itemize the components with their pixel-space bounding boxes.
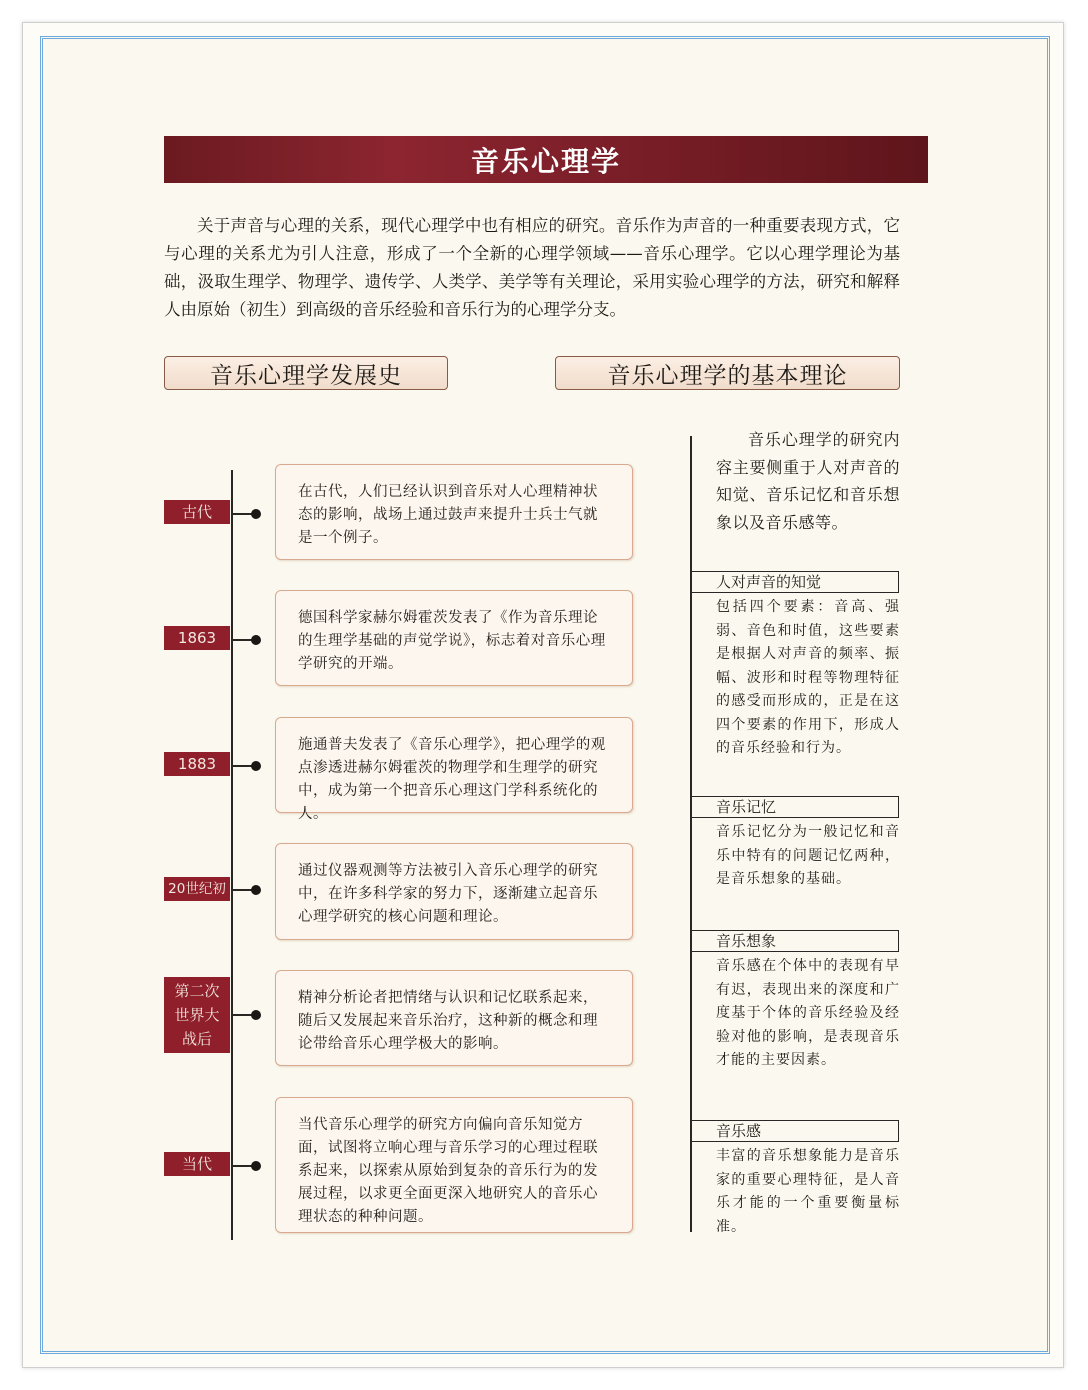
timeline-event-card [275, 590, 633, 686]
timeline-event-card [275, 970, 633, 1066]
timeline-event-card [275, 843, 633, 940]
timeline-event-text: 在古代，人们已经认识到音乐对人心理精神状态的影响，战场上通过鼓声来提升士兵士气就是一个例子。 [298, 484, 598, 546]
theory-topic-text: 音乐记忆分为一般记忆和音乐中特有的问题记忆两种，是音乐想象的基础。 [716, 824, 900, 887]
timeline-event-card [275, 464, 633, 560]
timeline-event-text: 通过仪器观测等方法被引入音乐心理学的研究中，在许多科学家的努力下，逐渐建立起音乐心理学研究的核心问题和理论。 [298, 863, 598, 925]
page-title: 音乐心理学 [470, 144, 621, 178]
theory-topic-text: 包括四个要素：音高、强弱、音色和时值，这些要素是根据人对声音的频率、振幅、波形和时程等物理特征的感受而形成的，正是在这四个要素的作用下，形成人的音乐经验和行为。 [716, 599, 900, 756]
timeline-dot [251, 885, 261, 895]
theory-topic-heading: 音乐想象 [690, 930, 899, 952]
timeline-dot [251, 509, 261, 519]
timeline-event-card [275, 717, 633, 822]
history-section-heading: 音乐心理学发展史 [164, 356, 448, 390]
theory-topic-text: 丰富的音乐想象能力是音乐家的重要心理特征，是人音乐才能的一个重要衡量标准。 [716, 1148, 900, 1235]
intro-paragraph: 关于声音与心理的关系，现代心理学中也有相应的研究。音乐作为声音的一种重要表现方式，它与心理的关系尤为引人注意，形成了一个全新的心理学领域——音乐心理学。它以心理学理论为基础，汲取生理学、物理学、遗传学、人类学、美学等有关理论，采用实验心理学的方法，研究和解释人由原始（初生）到高级的音乐经验和音乐行为的心理学分支。 [164, 216, 900, 319]
timeline-event-text: 当代音乐心理学的研究方向偏向音乐知觉方面，试图将立响心理与音乐学习的心理过程联系起来，以探索从原始到复杂的音乐行为的发展过程，以求更全面更深入地研究人的音乐心理状态的种种问题。 [298, 1117, 598, 1225]
timeline-axis [231, 470, 233, 1240]
timeline-dot [251, 1161, 261, 1171]
timeline-era-label: 1863 [164, 626, 230, 650]
timeline-dot [251, 635, 261, 645]
theory-section-heading: 音乐心理学的基本理论 [555, 356, 900, 390]
theory-topic-heading: 音乐感 [690, 1120, 899, 1142]
theory-topic-heading: 音乐记忆 [690, 796, 899, 818]
timeline-event-text: 精神分析论者把情绪与认识和记忆联系起来，随后又发展起来音乐治疗，这种新的概念和理论带给音乐心理学极大的影响。 [298, 990, 598, 1052]
timeline-era-label: 古代 [164, 500, 230, 524]
timeline-dot [251, 1010, 261, 1020]
timeline-era-label: 当代 [164, 1152, 230, 1176]
timeline-dot [251, 761, 261, 771]
theory-axis-line [690, 436, 692, 1232]
title-banner [164, 136, 928, 183]
theory-topic-text: 音乐感在个体中的表现有早有迟，表现出来的深度和广度基于个体的音乐经验及经验对他的影响，是表现音乐才能的主要因素。 [716, 958, 900, 1068]
timeline-era-label: 第二次世界大战后 [164, 977, 230, 1053]
timeline-event-text: 德国科学家赫尔姆霍茨发表了《作为音乐理论的生理学基础的声觉学说》，标志着对音乐心理学研究的开端。 [298, 610, 606, 672]
theory-topic-heading: 人对声音的知觉 [690, 571, 899, 593]
timeline-event-text: 施通普夫发表了《音乐心理学》，把心理学的观点渗透进赫尔姆霍茨的物理学和生理学的研究中，成为第一个把音乐心理这门学科系统化的人。 [298, 737, 606, 822]
timeline-event-card [275, 1097, 633, 1233]
theory-intro: 音乐心理学的研究内容主要侧重于人对声音的知觉、音乐记忆和音乐想象以及音乐感等。 [716, 430, 900, 532]
timeline-era-label: 20世纪初 [164, 877, 230, 901]
timeline-era-label: 1883 [164, 752, 230, 776]
